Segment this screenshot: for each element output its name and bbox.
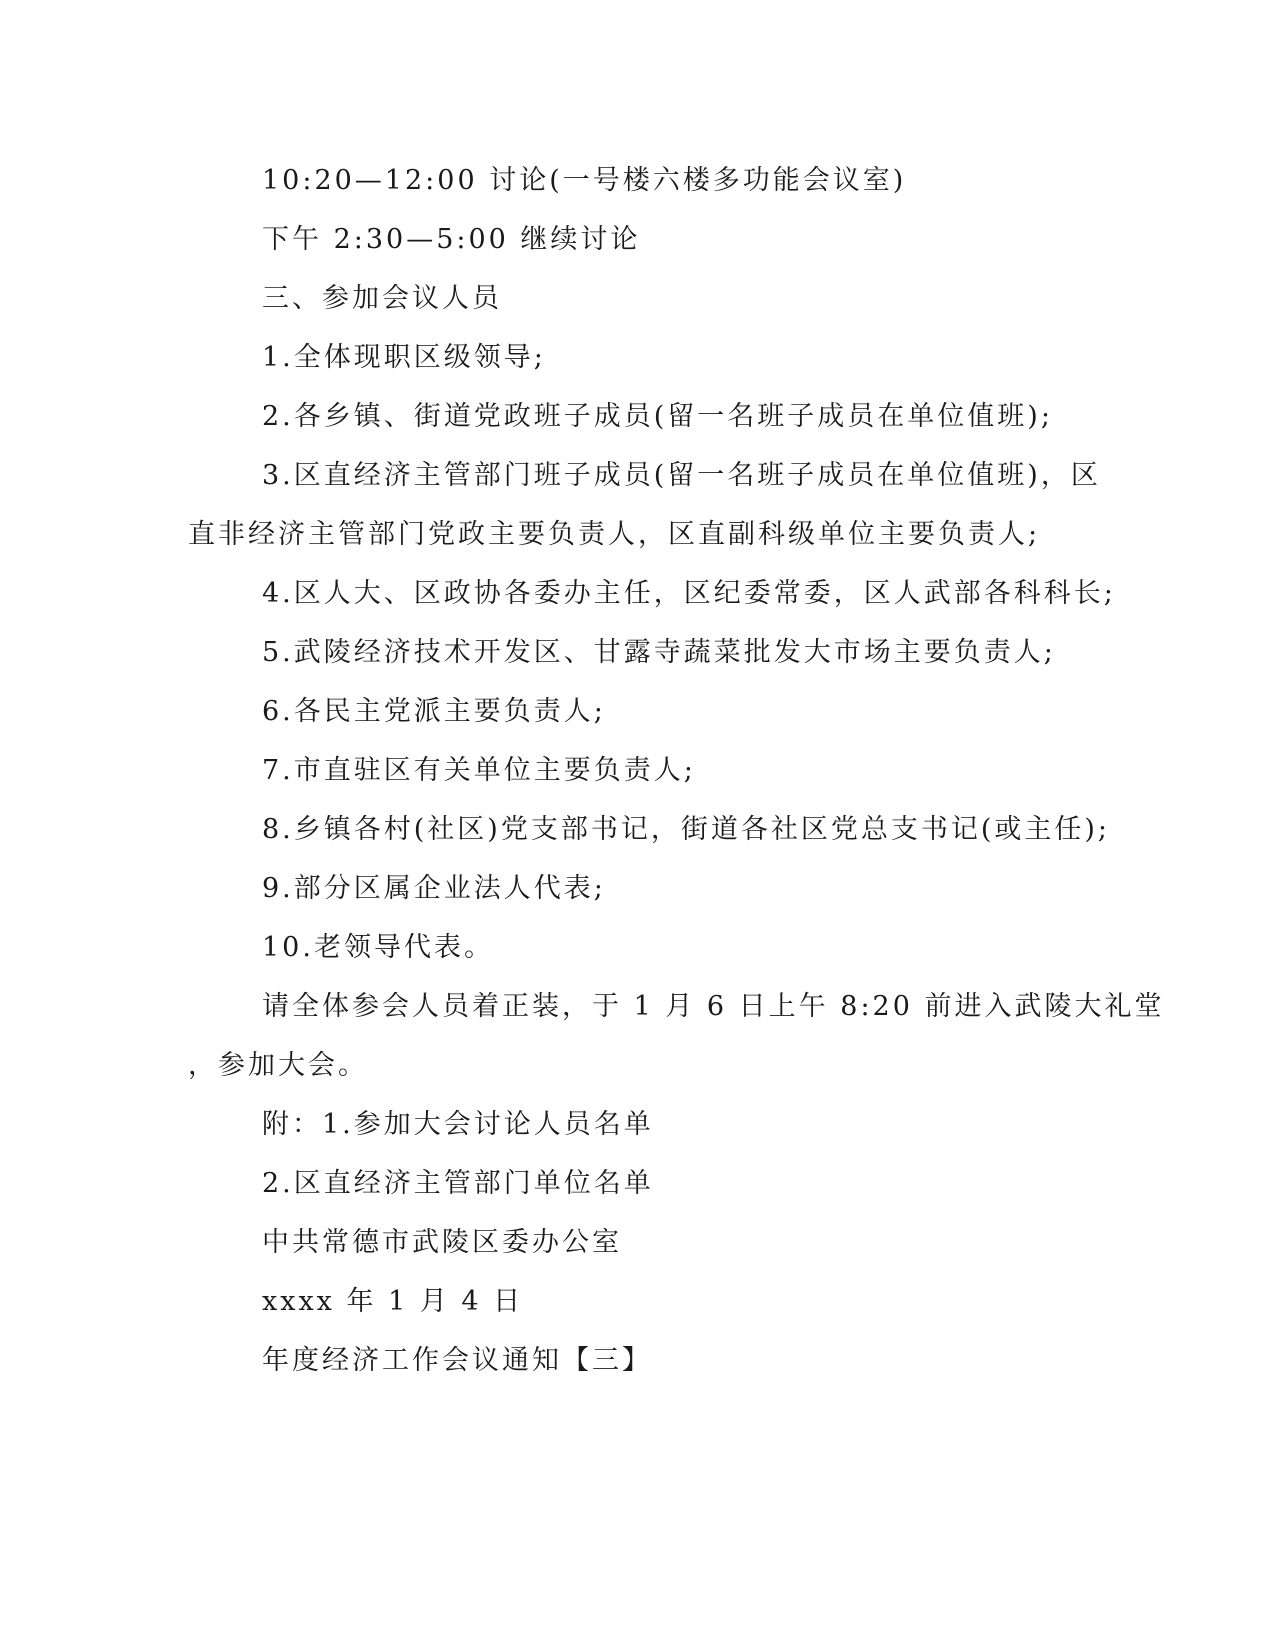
attendee-item-9: 9.部分区属企业法人代表; xyxy=(262,873,606,904)
attendee-item-7: 7.市直驻区有关单位主要负责人; xyxy=(262,755,696,786)
schedule-discussion-line: 10:20—12:00 讨论(一号楼六楼多功能会议室) xyxy=(262,165,907,196)
dress-code-notice: 请全体参会人员着正装，于 1 月 6 日上午 8:20 前进入武陵大礼堂 xyxy=(262,991,1165,1022)
attendee-item-8: 8.乡镇各村(社区)党支部书记，街道各社区党总支书记(或主任); xyxy=(262,814,1110,845)
issuing-office: 中共常德市武陵区委办公室 xyxy=(262,1227,622,1258)
issue-date: xxxx 年 1 月 4 日 xyxy=(262,1286,524,1317)
schedule-afternoon-line: 下午 2:30—5:00 继续讨论 xyxy=(262,224,641,255)
attachment-2: 2.区直经济主管部门单位名单 xyxy=(262,1168,654,1199)
attendee-item-4: 4.区人大、区政协各委办主任，区纪委常委，区人武部各科科长; xyxy=(262,578,1116,609)
attendee-item-6: 6.各民主党派主要负责人; xyxy=(262,696,606,727)
attendee-item-5: 5.武陵经济技术开发区、甘露寺蔬菜批发大市场主要负责人; xyxy=(262,637,1056,668)
section-heading-attendees: 三、参加会议人员 xyxy=(262,283,502,314)
attachment-1: 附：1.参加大会讨论人员名单 xyxy=(262,1109,654,1140)
attendee-item-3: 3.区直经济主管部门班子成员(留一名班子成员在单位值班)，区 xyxy=(262,460,1101,491)
attendee-item-2: 2.各乡镇、街道党政班子成员(留一名班子成员在单位值班); xyxy=(262,401,1053,432)
attendee-item-3-continued: 直非经济主管部门党政主要负责人，区直副科级单位主要负责人; xyxy=(188,519,1041,550)
attendee-item-1: 1.全体现职区级领导; xyxy=(262,342,546,373)
attendee-item-10: 10.老领导代表。 xyxy=(262,932,494,963)
next-section-title: 年度经济工作会议通知【三】 xyxy=(262,1345,652,1376)
dress-code-notice-continued: ，参加大会。 xyxy=(188,1050,368,1081)
